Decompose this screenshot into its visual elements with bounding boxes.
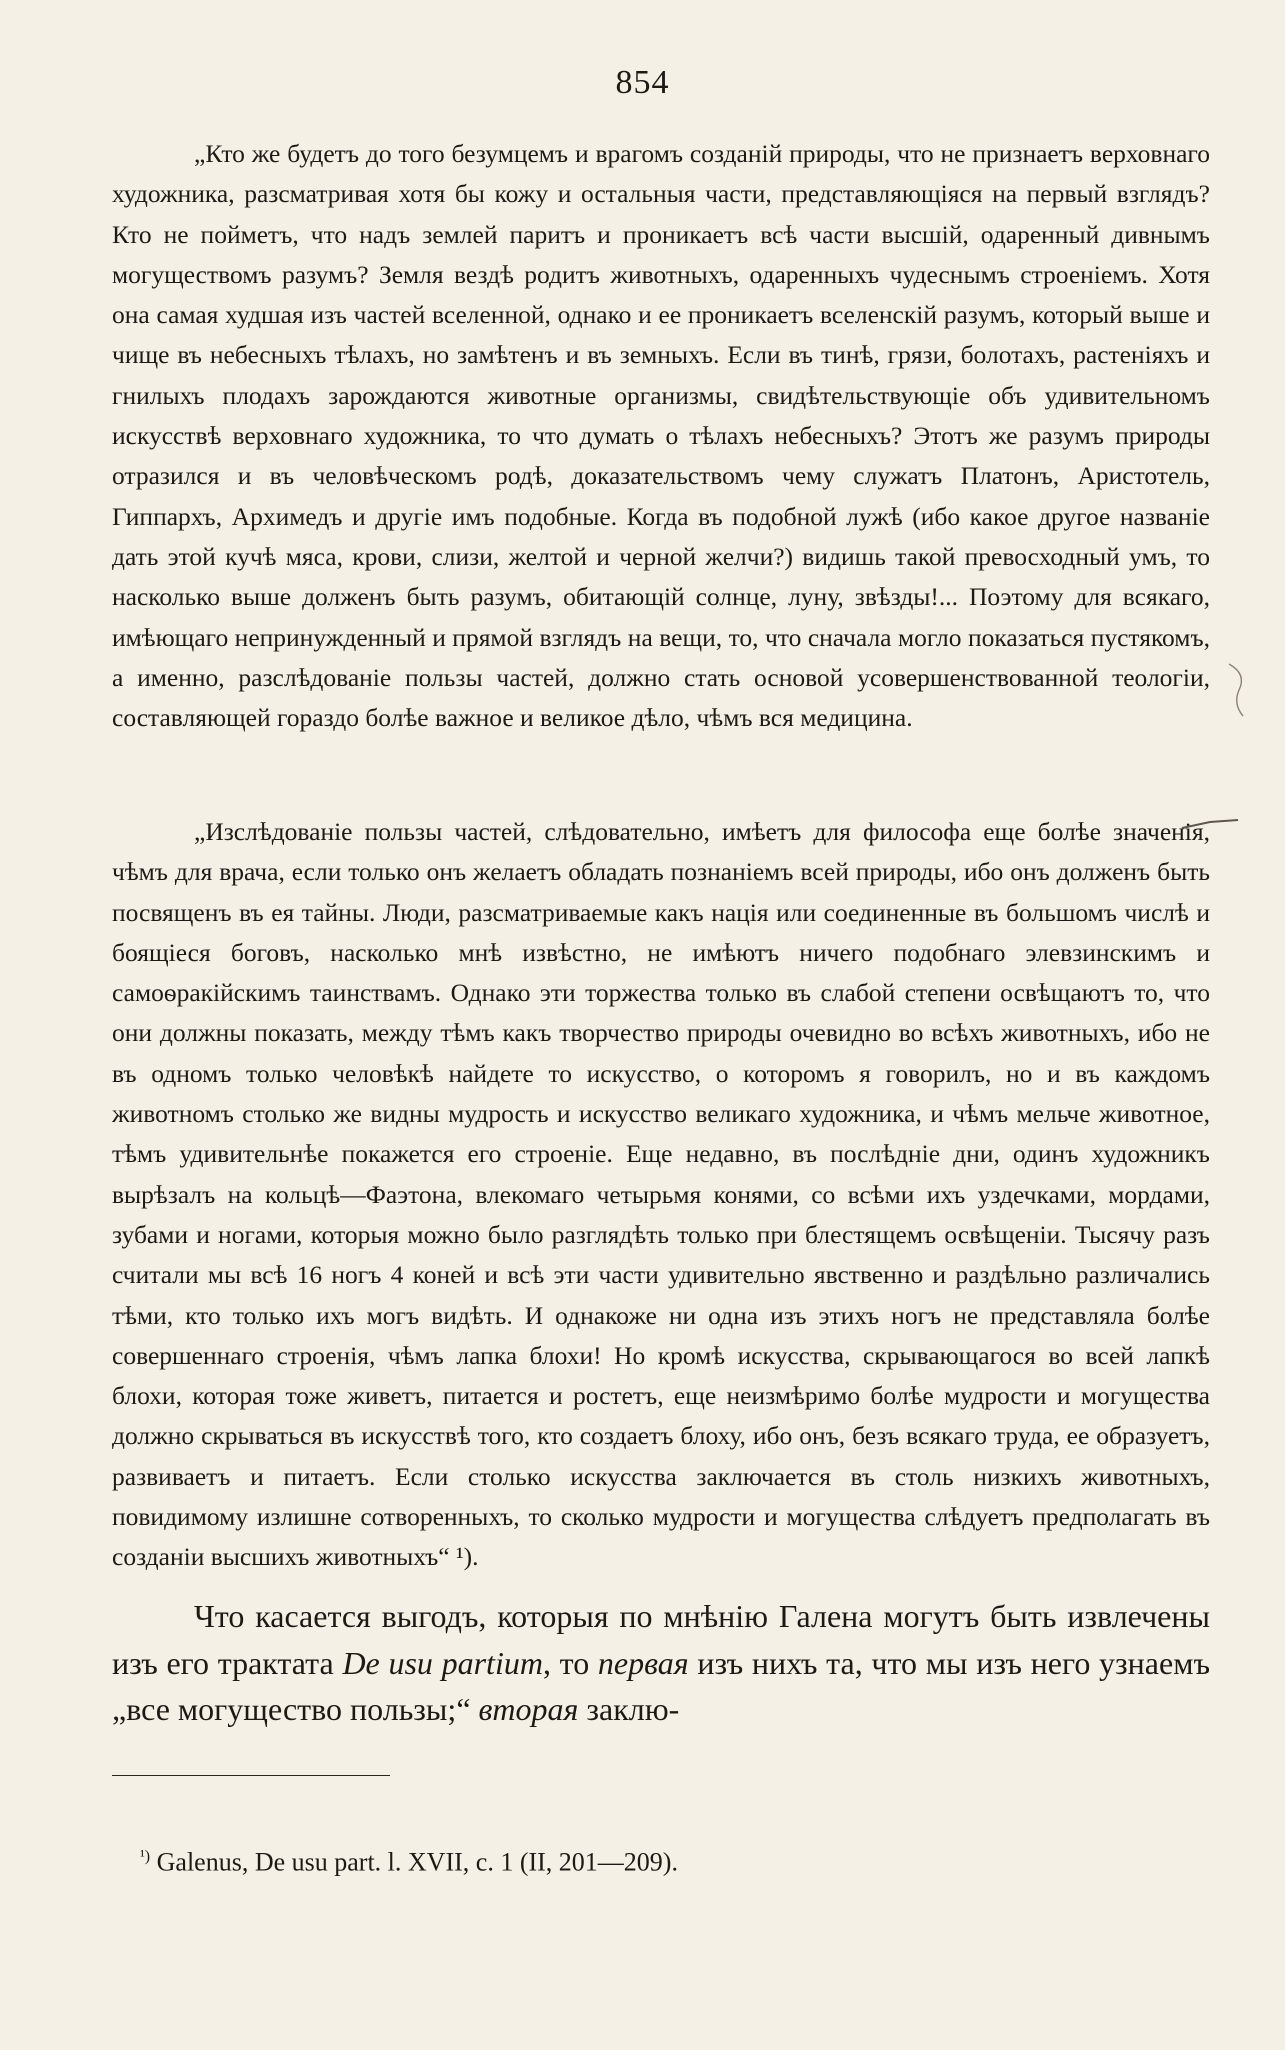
emphasis-second: вторая [478,1691,579,1727]
main-text-part-4: заклю- [578,1691,680,1727]
quote-paragraph-1-text: „Кто же будетъ до того безумцемъ и врагомъ созданій природы, что не признаетъ верховнаго художника, разсматривая хотя бы кожу и остальныя части, представляющіяся на первый взглядъ? Кто не пойметъ, что надъ землей паритъ и проникаетъ всѣ части высшій, одаренный дивнымъ могуществомъ разумъ? Земля вездѣ родитъ животныхъ, одаренныхъ чудеснымъ строеніемъ. Хотя она самая худшая изъ частей вселенной, однако и ее проникаетъ вселенскій разумъ, который выше и чище въ небесныхъ тѣлахъ, но замѣтенъ и въ земныхъ. Если въ тинѣ, грязи, болотахъ, растеніяхъ и гнилыхъ плодахъ зарождаются животные организмы, свидѣтельствующіе объ удивительномъ искусствѣ верховнаго художника, то что думать о тѣлахъ небесныхъ? Этотъ же разумъ природы отразился и въ человѣческомъ родѣ, доказательствомъ чему служатъ Платонъ, Аристотель, Гиппархъ, Архимедъ и другіе имъ подобные. Когда въ подобной лужѣ (ибо какое другое названіе дать этой кучѣ мяса, крови, слизи, желтой и черной желчи?) видишь такой превосходный умъ, то насколько выше долженъ быть разумъ, обитающій солнце, луну, звѣзды!... Поэтому для всякаго, имѣющаго непринужденный и прямой взглядъ на вещи, то, что сначала могло показаться пустякомъ, а именно, разслѣдованіе пользы частей, должно стать основой усовершенствованной теологіи, составляющей гораздо болѣе важное и великое дѣло, чѣмъ вся медицина. [112,139,1210,733]
main-text-part-3: изъ нихъ та, что мы изъ него узнаемъ „все могущество пользы;“ [112,1644,1211,1727]
margin-dash-mark-icon [1180,816,1240,832]
footnote-text: Galenus, De usu part. l. XVII, c. 1 (II, 201—209). [156,1847,678,1877]
page-number: 854 [615,64,670,101]
emphasis-first: первая [597,1644,689,1681]
main-paragraph [112,1593,1210,1733]
quote-paragraph-2-text: „Изслѣдованіе пользы частей, слѣдовательно, имѣетъ для философа еще болѣе значенія, чѣмъ для врача, если только онъ желаетъ обладать познаніемъ всей природы, ибо онъ долженъ быть посвященъ въ ея тайны. Люди, разсматриваемые какъ нація или соединенные въ большомъ числѣ и боящіеся боговъ, насколько мнѣ извѣстно, не имѣютъ ничего подобнаго элевзинскимъ и самоѳракійскимъ таинствамъ. Однако эти торжества только въ слабой степени освѣщаютъ то, что они должны показать, между тѣмъ какъ творчество природы очевидно во всѣхъ животныхъ, ибо не въ одномъ только человѣкѣ найдете то искусство, о которомъ я говорилъ, но и въ каждомъ животномъ столько же видны мудрость и искусство великаго художника, и чѣмъ мельче животное, тѣмъ удивительнѣе покажется его строеніе. Еще недавно, въ послѣдніе дни, одинъ художникъ вырѣзалъ на кольцѣ—Фаэтона, влекомаго четырьмя конями, со всѣми ихъ уздечками, мордами, зубами и ногами, которыя можно было разглядѣть только при блестящемъ освѣщеніи. Тысячу разъ считали мы всѣ 16 ногъ 4 коней и всѣ эти части удивительно явственно и раздѣльно различались тѣми, кто только ихъ могъ видѣть. И однакоже ни одна изъ этихъ ногъ не представляла болѣе совершеннаго строенія, чѣмъ лапка блохи! Но кромѣ искусства, скрывающагося во всей лапкѣ блохи, которая тоже живетъ, питается и ростетъ, еще неизмѣримо болѣе мудрости и могущества должно скрываться въ искусствѣ того, кто создаетъ блоху, ибо онъ, безъ всякаго труда, ее образуетъ, развиваетъ и питаетъ. Если столько искусства заключается въ столь низкихъ животныхъ, повидимому излишне сотворенныхъ, то сколько мудрости и могущества слѣдуетъ предполагать въ созданіи высшихъ животныхъ“ ¹). [112,817,1210,1572]
quote-paragraph-1 [112,134,1210,738]
main-text-part-1: Что касается выгодъ, которыя по мнѣнію Галена могутъ быть извлечены изъ его трактата [112,1598,1210,1681]
footnote-marker: ¹) [140,1848,151,1865]
main-text-part-2: , то [542,1644,598,1681]
treatise-title: De usu partium [342,1644,543,1681]
footnote [140,1840,678,1880]
quote-paragraph-2 [112,812,1210,1578]
margin-pencil-mark-icon [1225,660,1265,720]
footnote-divider [112,1775,390,1776]
